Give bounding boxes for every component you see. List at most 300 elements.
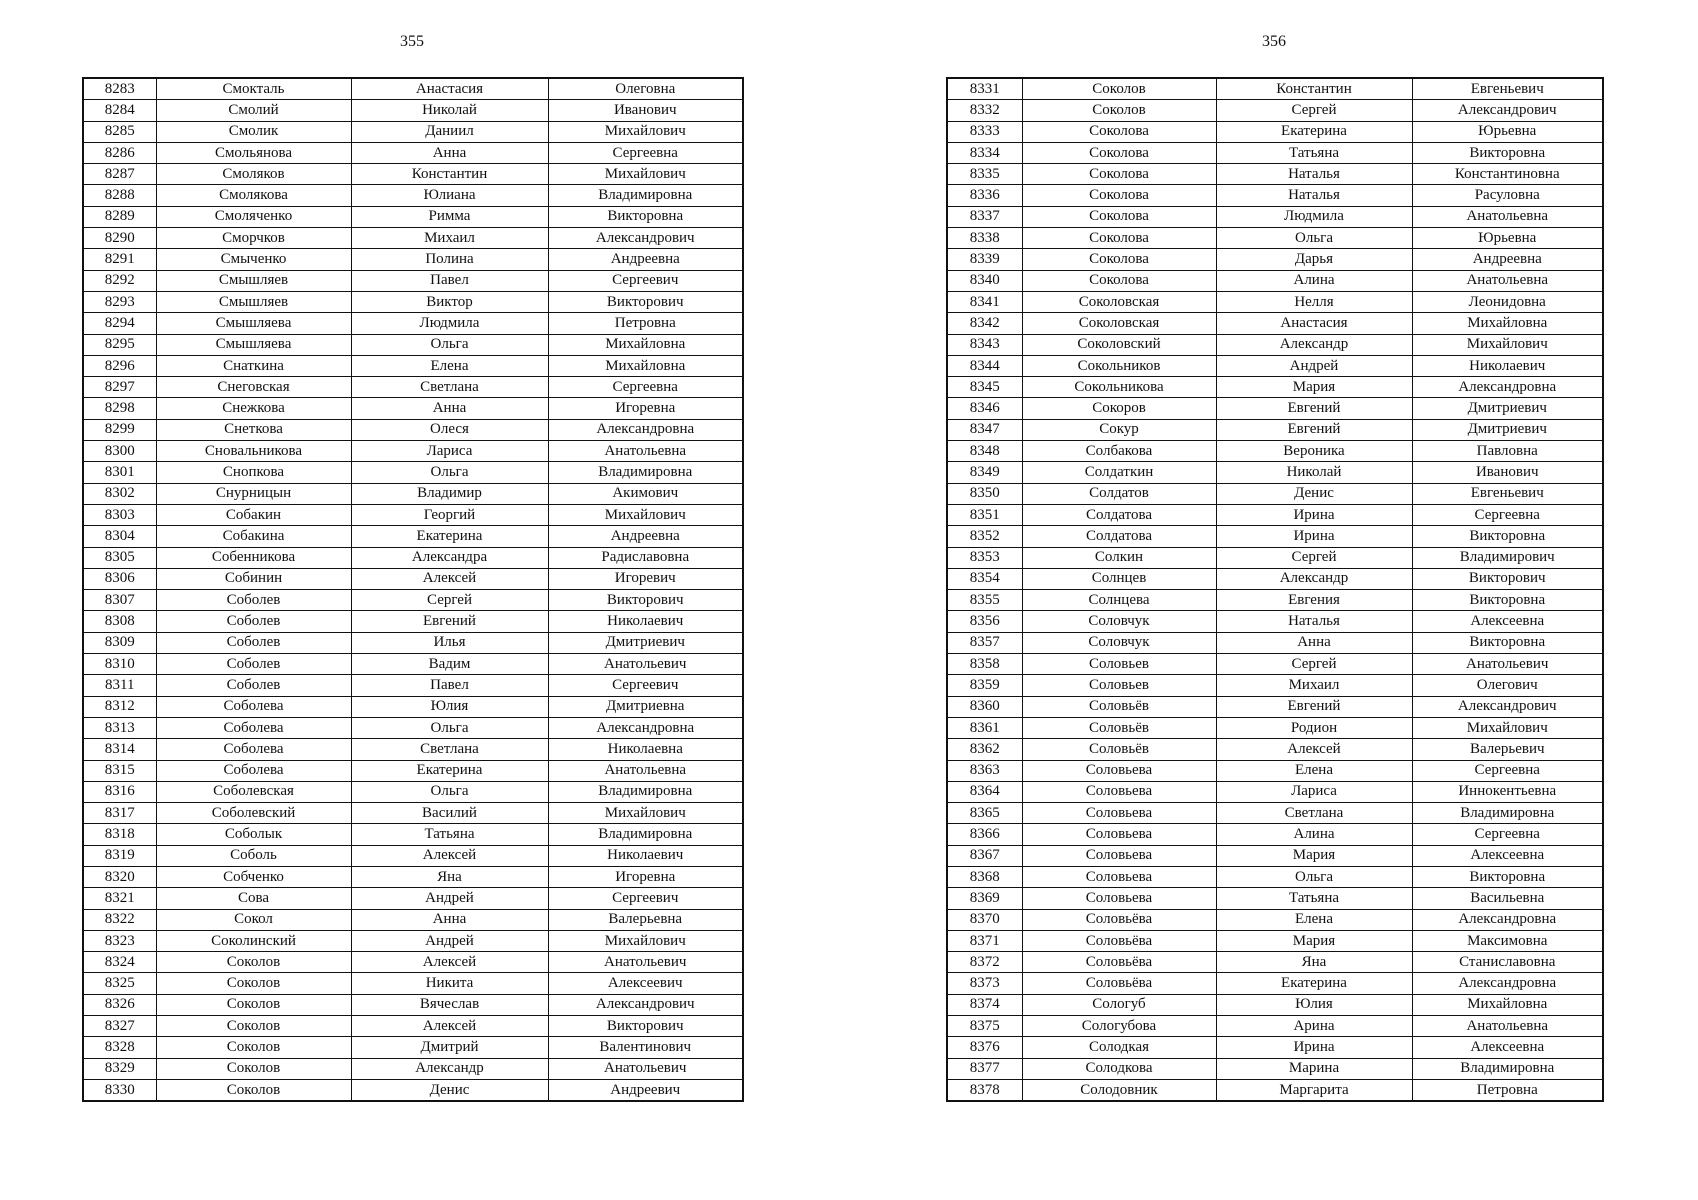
- table-row: [947, 930, 1603, 951]
- table-row: [83, 930, 743, 951]
- patronymic: Иванович: [1412, 462, 1603, 483]
- table-row: [83, 739, 743, 760]
- first-name: Нелля: [1216, 291, 1412, 312]
- table-row: [947, 654, 1603, 675]
- table-row: [83, 100, 743, 121]
- patronymic: Алексеевна: [1412, 845, 1603, 866]
- patronymic: Иннокентьевна: [1412, 781, 1603, 802]
- last-name: Собченко: [156, 866, 351, 887]
- record-number: 8309: [83, 632, 156, 653]
- last-name: Соловьёва: [1022, 930, 1216, 951]
- last-name: Сологуб: [1022, 994, 1216, 1015]
- table-row: [947, 291, 1603, 312]
- patronymic: Сергеевна: [548, 377, 743, 398]
- table-row: [83, 654, 743, 675]
- patronymic: Викторовна: [1412, 866, 1603, 887]
- first-name: Олеся: [351, 419, 548, 440]
- patronymic: Алексеевич: [548, 973, 743, 994]
- last-name: Соболева: [156, 739, 351, 760]
- patronymic: Игоревич: [548, 568, 743, 589]
- table-row: [947, 1058, 1603, 1079]
- table-row: [947, 206, 1603, 227]
- table-row: [83, 483, 743, 504]
- patronymic: Анатольевич: [548, 654, 743, 675]
- record-number: 8351: [947, 504, 1022, 525]
- last-name: Соловьева: [1022, 866, 1216, 887]
- last-name: Соловьева: [1022, 781, 1216, 802]
- record-number: 8360: [947, 696, 1022, 717]
- first-name: Александр: [1216, 568, 1412, 589]
- record-number: 8283: [83, 78, 156, 100]
- record-number: 8369: [947, 888, 1022, 909]
- last-name: Снопкова: [156, 462, 351, 483]
- last-name: Соловьева: [1022, 824, 1216, 845]
- last-name: Соловчук: [1022, 632, 1216, 653]
- table-row: [947, 952, 1603, 973]
- first-name: Татьяна: [351, 824, 548, 845]
- last-name: Соболев: [156, 611, 351, 632]
- record-number: 8310: [83, 654, 156, 675]
- record-number: 8342: [947, 313, 1022, 334]
- roster-table: [946, 77, 1604, 1102]
- record-number: 8353: [947, 547, 1022, 568]
- table-row: [947, 568, 1603, 589]
- table-row: [947, 355, 1603, 376]
- record-number: 8356: [947, 611, 1022, 632]
- table-row: [947, 590, 1603, 611]
- record-number: 8311: [83, 675, 156, 696]
- table-row: [947, 504, 1603, 525]
- record-number: 8319: [83, 845, 156, 866]
- first-name: Полина: [351, 249, 548, 270]
- table-row: [83, 334, 743, 355]
- record-number: 8314: [83, 739, 156, 760]
- record-number: 8361: [947, 717, 1022, 738]
- record-number: 8296: [83, 355, 156, 376]
- patronymic: Алексеевна: [1412, 611, 1603, 632]
- patronymic: Сергеевич: [548, 675, 743, 696]
- patronymic: Олеговна: [548, 78, 743, 100]
- last-name: Смоляченко: [156, 206, 351, 227]
- patronymic: Николаевна: [548, 739, 743, 760]
- last-name: Солдатова: [1022, 526, 1216, 547]
- table-row: [83, 1058, 743, 1079]
- patronymic: Александрович: [548, 994, 743, 1015]
- record-number: 8327: [83, 1016, 156, 1037]
- patronymic: Сергеевна: [548, 142, 743, 163]
- patronymic: Алексеевна: [1412, 1037, 1603, 1058]
- record-number: 8362: [947, 739, 1022, 760]
- table-row: [947, 717, 1603, 738]
- first-name: Дарья: [1216, 249, 1412, 270]
- patronymic: Сергеевна: [1412, 824, 1603, 845]
- table-row: [83, 462, 743, 483]
- table-row: [83, 142, 743, 163]
- table-row: [947, 888, 1603, 909]
- first-name: Андрей: [1216, 355, 1412, 376]
- record-number: 8288: [83, 185, 156, 206]
- first-name: Алексей: [1216, 739, 1412, 760]
- patronymic: Андреевна: [548, 526, 743, 547]
- first-name: Алексей: [351, 952, 548, 973]
- patronymic: Николаевич: [548, 611, 743, 632]
- last-name: Соколов: [156, 1058, 351, 1079]
- patronymic: Анатольевна: [1412, 1016, 1603, 1037]
- last-name: Собенникова: [156, 547, 351, 568]
- record-number: 8358: [947, 654, 1022, 675]
- first-name: Алина: [1216, 824, 1412, 845]
- record-number: 8349: [947, 462, 1022, 483]
- record-number: 8377: [947, 1058, 1022, 1079]
- record-number: 8372: [947, 952, 1022, 973]
- first-name: Юлиана: [351, 185, 548, 206]
- record-number: 8292: [83, 270, 156, 291]
- first-name: Александр: [1216, 334, 1412, 355]
- table-row: [83, 228, 743, 249]
- table-row: [83, 866, 743, 887]
- last-name: Соколов: [156, 1016, 351, 1037]
- last-name: Соколова: [1022, 249, 1216, 270]
- record-number: 8322: [83, 909, 156, 930]
- table-row: [83, 206, 743, 227]
- last-name: Соколовская: [1022, 313, 1216, 334]
- last-name: Соколов: [1022, 78, 1216, 100]
- first-name: Сергей: [1216, 100, 1412, 121]
- patronymic: Александрович: [548, 228, 743, 249]
- table-row: [947, 100, 1603, 121]
- patronymic: Петровна: [1412, 1079, 1603, 1101]
- patronymic: Михайловна: [548, 355, 743, 376]
- patronymic: Валерьевич: [1412, 739, 1603, 760]
- table-row: [83, 781, 743, 802]
- first-name: Павел: [351, 675, 548, 696]
- table-row: [83, 760, 743, 781]
- first-name: Родион: [1216, 717, 1412, 738]
- last-name: Смышляева: [156, 313, 351, 334]
- patronymic: Викторович: [548, 1016, 743, 1037]
- table-row: [83, 611, 743, 632]
- first-name: Мария: [1216, 377, 1412, 398]
- record-number: 8320: [83, 866, 156, 887]
- record-number: 8301: [83, 462, 156, 483]
- last-name: Соколова: [1022, 270, 1216, 291]
- patronymic: Викторовна: [1412, 632, 1603, 653]
- last-name: Соловчук: [1022, 611, 1216, 632]
- last-name: Смыченко: [156, 249, 351, 270]
- first-name: Мария: [1216, 845, 1412, 866]
- first-name: Николай: [351, 100, 548, 121]
- last-name: Соловьев: [1022, 675, 1216, 696]
- first-name: Лариса: [1216, 781, 1412, 802]
- first-name: Лариса: [351, 441, 548, 462]
- patronymic: Евгеньевич: [1412, 483, 1603, 504]
- last-name: Смолий: [156, 100, 351, 121]
- first-name: Денис: [351, 1079, 548, 1101]
- record-number: 8333: [947, 121, 1022, 142]
- last-name: Солодовник: [1022, 1079, 1216, 1101]
- first-name: Маргарита: [1216, 1079, 1412, 1101]
- table-row: [947, 760, 1603, 781]
- record-number: 8312: [83, 696, 156, 717]
- record-number: 8355: [947, 590, 1022, 611]
- patronymic: Юрьевна: [1412, 121, 1603, 142]
- first-name: Андрей: [351, 930, 548, 951]
- first-name: Евгений: [1216, 696, 1412, 717]
- table-row: [83, 824, 743, 845]
- last-name: Соколов: [156, 1079, 351, 1101]
- patronymic: Леонидовна: [1412, 291, 1603, 312]
- last-name: Соколова: [1022, 121, 1216, 142]
- first-name: Яна: [351, 866, 548, 887]
- last-name: Солдатова: [1022, 504, 1216, 525]
- record-number: 8367: [947, 845, 1022, 866]
- patronymic: Владимировна: [548, 781, 743, 802]
- last-name: Соболев: [156, 590, 351, 611]
- record-number: 8374: [947, 994, 1022, 1015]
- first-name: Екатерина: [351, 760, 548, 781]
- page-number: 356: [1262, 33, 1286, 50]
- last-name: Снеговская: [156, 377, 351, 398]
- patronymic: Анатольевич: [548, 952, 743, 973]
- record-number: 8323: [83, 930, 156, 951]
- table-row: [947, 334, 1603, 355]
- table-row: [83, 121, 743, 142]
- record-number: 8302: [83, 483, 156, 504]
- patronymic: Викторович: [1412, 568, 1603, 589]
- record-number: 8364: [947, 781, 1022, 802]
- record-number: 8318: [83, 824, 156, 845]
- first-name: Наталья: [1216, 185, 1412, 206]
- patronymic: Викторовна: [548, 206, 743, 227]
- last-name: Сова: [156, 888, 351, 909]
- table-row: [83, 952, 743, 973]
- last-name: Соловьева: [1022, 888, 1216, 909]
- last-name: Соловьёв: [1022, 739, 1216, 760]
- patronymic: Иванович: [548, 100, 743, 121]
- first-name: Вадим: [351, 654, 548, 675]
- last-name: Смолякова: [156, 185, 351, 206]
- first-name: Юлия: [351, 696, 548, 717]
- last-name: Соболева: [156, 760, 351, 781]
- patronymic: Николаевич: [1412, 355, 1603, 376]
- first-name: Светлана: [351, 739, 548, 760]
- patronymic: Станиславовна: [1412, 952, 1603, 973]
- patronymic: Михайлович: [548, 504, 743, 525]
- first-name: Светлана: [351, 377, 548, 398]
- last-name: Соболык: [156, 824, 351, 845]
- patronymic: Александровна: [1412, 973, 1603, 994]
- record-number: 8303: [83, 504, 156, 525]
- patronymic: Игоревна: [548, 866, 743, 887]
- table-row: [947, 313, 1603, 334]
- first-name: Наталья: [1216, 611, 1412, 632]
- patronymic: Михайловна: [548, 334, 743, 355]
- table-row: [83, 845, 743, 866]
- record-number: 8365: [947, 803, 1022, 824]
- record-number: 8341: [947, 291, 1022, 312]
- last-name: Соколов: [1022, 100, 1216, 121]
- patronymic: Валентинович: [548, 1037, 743, 1058]
- last-name: Собинин: [156, 568, 351, 589]
- last-name: Соловьёва: [1022, 909, 1216, 930]
- patronymic: Викторович: [548, 590, 743, 611]
- patronymic: Васильевна: [1412, 888, 1603, 909]
- first-name: Николай: [1216, 462, 1412, 483]
- patronymic: Максимовна: [1412, 930, 1603, 951]
- record-number: 8321: [83, 888, 156, 909]
- patronymic: Расуловна: [1412, 185, 1603, 206]
- last-name: Соколова: [1022, 228, 1216, 249]
- table-row: [947, 803, 1603, 824]
- table-row: [947, 824, 1603, 845]
- last-name: Сморчков: [156, 228, 351, 249]
- patronymic: Олегович: [1412, 675, 1603, 696]
- table-row: [947, 909, 1603, 930]
- table-row: [947, 483, 1603, 504]
- first-name: Александра: [351, 547, 548, 568]
- first-name: Людмила: [1216, 206, 1412, 227]
- first-name: Алексей: [351, 1016, 548, 1037]
- first-name: Анна: [351, 398, 548, 419]
- first-name: Ольга: [351, 462, 548, 483]
- patronymic: Петровна: [548, 313, 743, 334]
- first-name: Сергей: [1216, 547, 1412, 568]
- table-row: [83, 526, 743, 547]
- patronymic: Анатольевич: [1412, 654, 1603, 675]
- table-row: [947, 228, 1603, 249]
- first-name: Вячеслав: [351, 994, 548, 1015]
- table-row: [83, 568, 743, 589]
- patronymic: Игоревна: [548, 398, 743, 419]
- patronymic: Михайлович: [1412, 334, 1603, 355]
- record-number: 8338: [947, 228, 1022, 249]
- last-name: Смольянова: [156, 142, 351, 163]
- first-name: Анна: [1216, 632, 1412, 653]
- first-name: Ольга: [351, 334, 548, 355]
- record-number: 8347: [947, 419, 1022, 440]
- first-name: Сергей: [351, 590, 548, 611]
- first-name: Сергей: [1216, 654, 1412, 675]
- last-name: Смышляева: [156, 334, 351, 355]
- record-number: 8329: [83, 1058, 156, 1079]
- table-row: [947, 377, 1603, 398]
- patronymic: Александровна: [1412, 909, 1603, 930]
- record-number: 8286: [83, 142, 156, 163]
- record-number: 8332: [947, 100, 1022, 121]
- last-name: Соловьев: [1022, 654, 1216, 675]
- table-row: [947, 632, 1603, 653]
- table-row: [83, 803, 743, 824]
- last-name: Смокталь: [156, 78, 351, 100]
- record-number: 8325: [83, 973, 156, 994]
- last-name: Снеткова: [156, 419, 351, 440]
- record-number: 8295: [83, 334, 156, 355]
- record-number: 8328: [83, 1037, 156, 1058]
- table-row: [83, 355, 743, 376]
- table-row: [83, 185, 743, 206]
- table-row: [83, 377, 743, 398]
- record-number: 8285: [83, 121, 156, 142]
- patronymic: Дмитриевич: [1412, 398, 1603, 419]
- record-number: 8297: [83, 377, 156, 398]
- first-name: Алексей: [351, 845, 548, 866]
- patronymic: Викторовна: [1412, 526, 1603, 547]
- record-number: 8354: [947, 568, 1022, 589]
- first-name: Анастасия: [351, 78, 548, 100]
- patronymic: Владимировна: [548, 824, 743, 845]
- roster-table: [82, 77, 744, 1102]
- first-name: Никита: [351, 973, 548, 994]
- record-number: 8352: [947, 526, 1022, 547]
- first-name: Ольга: [1216, 866, 1412, 887]
- last-name: Сокольников: [1022, 355, 1216, 376]
- record-number: 8339: [947, 249, 1022, 270]
- table-row: [947, 973, 1603, 994]
- record-number: 8357: [947, 632, 1022, 653]
- table-row: [83, 504, 743, 525]
- first-name: Наталья: [1216, 164, 1412, 185]
- record-number: 8326: [83, 994, 156, 1015]
- table-row: [83, 419, 743, 440]
- patronymic: Михайлович: [1412, 717, 1603, 738]
- record-number: 8331: [947, 78, 1022, 100]
- first-name: Татьяна: [1216, 142, 1412, 163]
- patronymic: Валерьевна: [548, 909, 743, 930]
- first-name: Анастасия: [1216, 313, 1412, 334]
- record-number: 8289: [83, 206, 156, 227]
- first-name: Светлана: [1216, 803, 1412, 824]
- patronymic: Радиславовна: [548, 547, 743, 568]
- first-name: Евгения: [1216, 590, 1412, 611]
- record-number: 8291: [83, 249, 156, 270]
- last-name: Соболев: [156, 632, 351, 653]
- last-name: Солбакова: [1022, 441, 1216, 462]
- first-name: Марина: [1216, 1058, 1412, 1079]
- last-name: Собакина: [156, 526, 351, 547]
- table-row: [83, 1037, 743, 1058]
- first-name: Павел: [351, 270, 548, 291]
- table-row: [83, 973, 743, 994]
- first-name: Татьяна: [1216, 888, 1412, 909]
- patronymic: Владимировна: [548, 185, 743, 206]
- record-number: 8345: [947, 377, 1022, 398]
- patronymic: Александровна: [548, 419, 743, 440]
- table-row: [83, 291, 743, 312]
- last-name: Солдаткин: [1022, 462, 1216, 483]
- table-row: [83, 547, 743, 568]
- first-name: Елена: [1216, 760, 1412, 781]
- table-row: [947, 845, 1603, 866]
- record-number: 8343: [947, 334, 1022, 355]
- last-name: Соколова: [1022, 164, 1216, 185]
- patronymic: Александровна: [548, 717, 743, 738]
- first-name: Ирина: [1216, 1037, 1412, 1058]
- record-number: 8293: [83, 291, 156, 312]
- record-number: 8337: [947, 206, 1022, 227]
- table-row: [947, 526, 1603, 547]
- patronymic: Михайловна: [1412, 313, 1603, 334]
- first-name: Александр: [351, 1058, 548, 1079]
- record-number: 8371: [947, 930, 1022, 951]
- first-name: Екатерина: [1216, 121, 1412, 142]
- patronymic: Александровна: [1412, 377, 1603, 398]
- patronymic: Юрьевна: [1412, 228, 1603, 249]
- patronymic: Викторовна: [1412, 590, 1603, 611]
- table-row: [83, 717, 743, 738]
- first-name: Арина: [1216, 1016, 1412, 1037]
- record-number: 8287: [83, 164, 156, 185]
- first-name: Анна: [351, 142, 548, 163]
